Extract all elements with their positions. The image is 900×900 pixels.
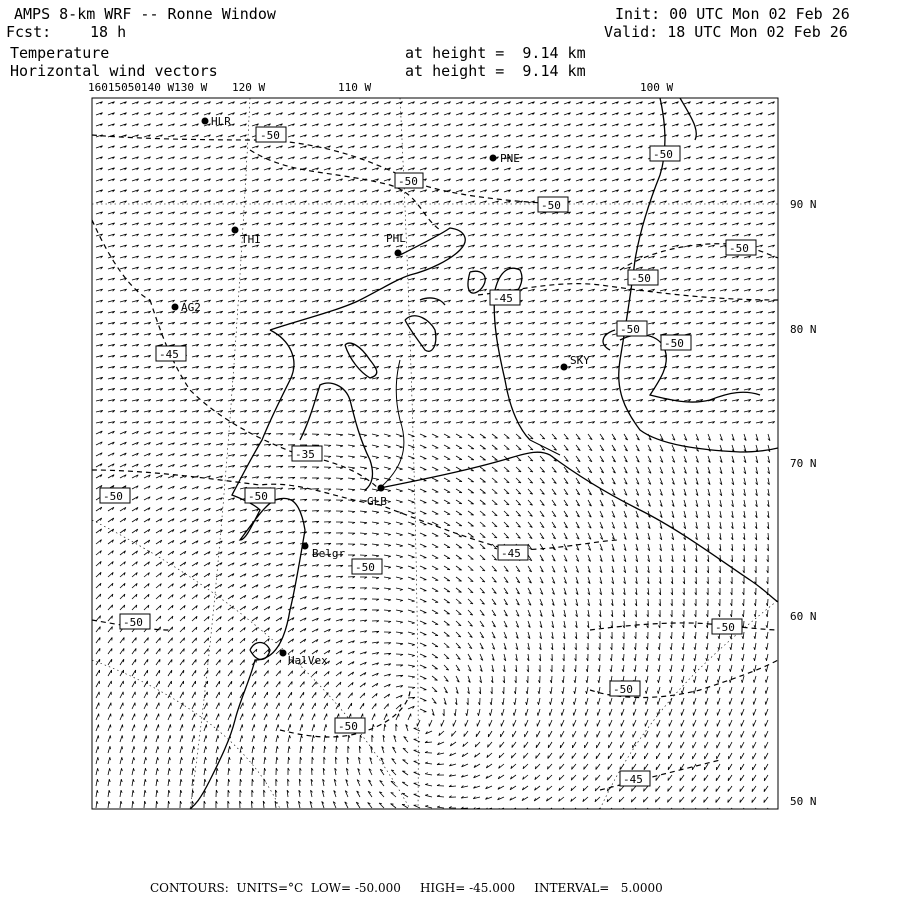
station-label-ag2: AG2 [181,301,201,314]
station-label-thi: THI [241,233,261,246]
contour-label: -50 [103,490,123,503]
contour-label: -50 [123,616,143,629]
right-axis-label: 60 N [790,610,817,623]
field-name-wind: Horizontal wind vectors [10,62,218,80]
map-title: AMPS 8-km WRF -- Ronne Window [14,5,276,23]
init-time: Init: 00 UTC Mon 02 Feb 26 [615,5,850,23]
contour-label: -50 [541,199,561,212]
contour-label: -50 [631,272,651,285]
station-dot [561,364,568,371]
station-dot [302,543,309,550]
contour-label: -50 [260,129,280,142]
station-label-hlr: HLR [211,115,231,128]
right-axis-label: 80 N [790,323,817,336]
station-dot [378,485,385,492]
top-axis-label: 120 W [232,81,266,94]
station-markers [172,115,591,667]
contour-label: -50 [398,175,418,188]
right-axis-label: 50 N [790,795,817,808]
field1-height: at height = 9.14 km [405,44,586,62]
top-axis-label: 100 W [640,81,674,94]
top-axis-label: 110 W [338,81,372,94]
contour-label: -45 [623,773,643,786]
forecast-label: Fcst: [6,23,52,41]
contour-info-footer: CONTOURS: UNITS=°C LOW= -50.000 HIGH= -45.000 INTERVAL= 5.0000 [150,881,663,895]
contour-label: -50 [338,720,358,733]
station-dot [202,118,209,125]
station-dot [280,650,287,657]
contour-label: -50 [355,561,375,574]
station-dot [172,304,179,311]
contour-label: -45 [501,547,521,560]
contour-labels [100,127,756,786]
contour-label: -50 [664,337,684,350]
station-label-halvex: HalVex [288,654,328,667]
coastlines [190,98,778,809]
station-dot [232,227,239,234]
contour-label: -50 [729,242,749,255]
station-label-glb: GLB [367,495,387,508]
contour-label: -45 [159,348,179,361]
station-dot [490,155,497,162]
wind-vector-field [96,102,775,814]
contour-label: -50 [613,683,633,696]
station-dot [395,250,402,257]
contour-label: -45 [493,292,513,305]
contour-label: -50 [653,148,673,161]
top-axis-label: 16015050140 W130 W [88,81,208,94]
contour-label: -50 [715,621,735,634]
contour-label: -50 [248,490,268,503]
forecast-hour: 18 h [90,23,127,41]
field2-height: at height = 9.14 km [405,62,586,80]
station-label-pne: PNE [500,152,520,165]
valid-time: Valid: 18 UTC Mon 02 Feb 26 [604,23,848,41]
right-axis-label: 70 N [790,457,817,470]
field-name-temperature: Temperature [10,44,110,62]
contour-label: -50 [620,323,640,336]
wind-arrows [96,102,775,814]
station-label-belgr: Belgr [312,547,346,560]
contour-label: -35 [295,448,315,461]
right-axis-label: 90 N [790,198,817,211]
station-label-phl: PHL [386,232,406,245]
station-label-sky: SKY [570,354,590,367]
